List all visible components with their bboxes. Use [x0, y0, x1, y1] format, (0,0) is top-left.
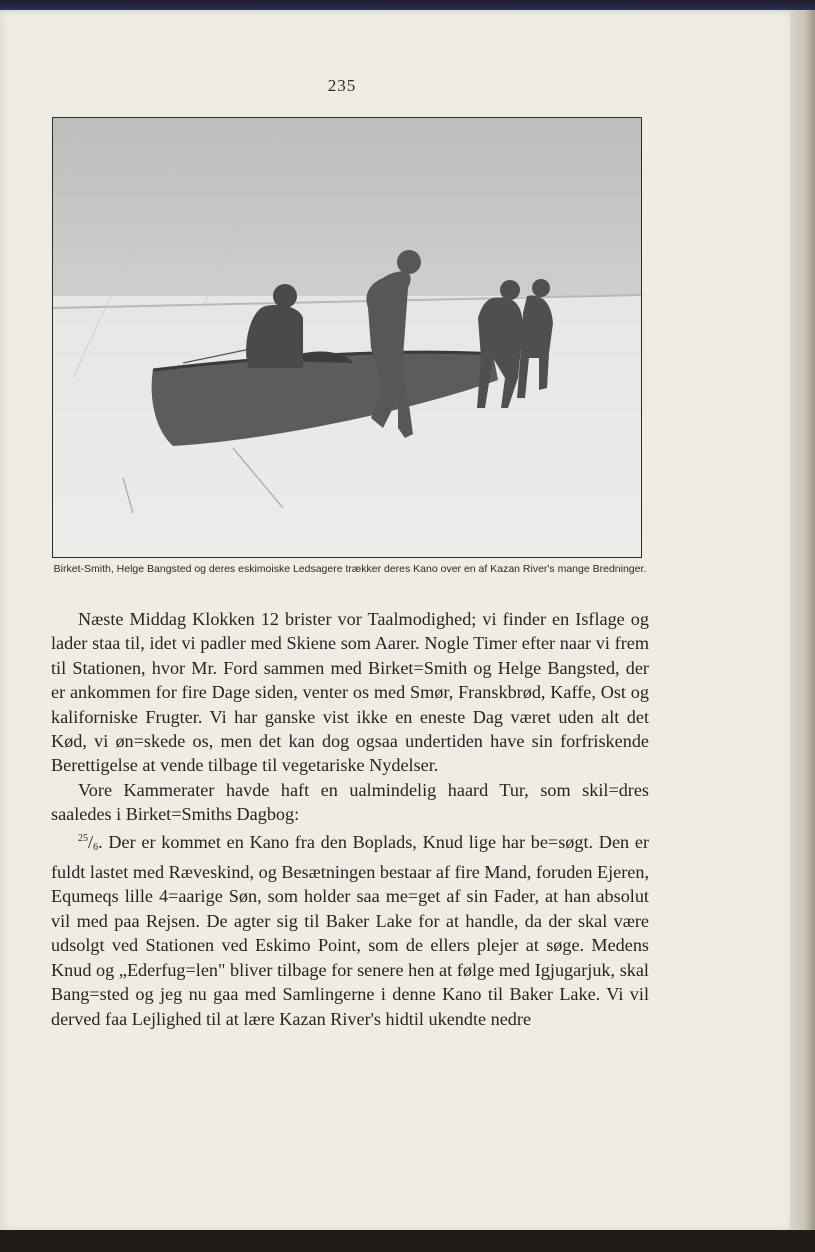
- diary-date: $^{25}/_6$.: [78, 831, 103, 853]
- diary-text: Der er kommet en Kano fra den Boplads, Knud lige har be=søgt. Den er fuldt lastet med Ræveskind, og Besætningen bestaar af fire Mand, foruden Ejeren, Equmeqs lille 4=aarige Søn, som holder saa me=get af sin Fader, at han absolut vil med paa Rejsen. De agter sig til Baker Lake for at handle, da der skal være udsolgt ved Stationen ved Eskimo Point, som de ellers plejer at søge. Medens Knud og „Ederfug=len" bliver tilbage for senere hen at følge med Igjugarjuk, skal Bang=sted og jeg nu gaa med Samlingerne i denne Kano til Baker Lake. Vi vil derved faa Lejlighed til at lære Kazan River's hidtil ukendte nedre: [51, 831, 650, 1029]
- book-bottom-edge: [0, 1230, 815, 1252]
- sky: [53, 118, 642, 303]
- page-number: 235: [327, 76, 357, 95]
- paragraph-2: Vore Kammerater havde haft en ualmindelig haard Tur, som skil=dres saaledes i Birket=Smiths Dagbog:: [51, 779, 649, 825]
- paragraph-diary: [51, 827, 649, 1031]
- paragraph-1: Næste Middag Klokken 12 brister vor Taalmodighed; vi finder en Isflage og lader staa til, idet vi padler med Skiene som Aarer. Nogle Timer efter naar vi frem til Stationen, hvor Mr. Ford sammen med Birket=Smith og Helge Bangsted, der er ankommen for fire Dage siden, venter os med Smør, Franskbrød, Kaffe, Ost og kaliforniske Frugter. Vi har ganske vist ikke en eneste Dag været uden alt det Kød, vi øn=skede os, men det kan dog ogsaa undertiden have sin forfriskende Berettigelse at vende tilbage til vegetariske Nydelser.: [51, 609, 649, 776]
- diary-date-dot: .: [98, 831, 103, 852]
- diary-date-day: 25: [78, 832, 88, 844]
- body-text: [51, 607, 649, 1031]
- page-block-edge: [790, 10, 815, 1232]
- photo-caption: Birket-Smith, Helge Bangsted og deres eskimoiske Ledsagere trækker deres Kano over en af Kazan River's mange Bredninger.: [53, 563, 647, 575]
- diary-date-month: 6: [93, 841, 99, 853]
- photograph-canoe-on-ice: [52, 117, 642, 558]
- ice-field: [53, 296, 642, 558]
